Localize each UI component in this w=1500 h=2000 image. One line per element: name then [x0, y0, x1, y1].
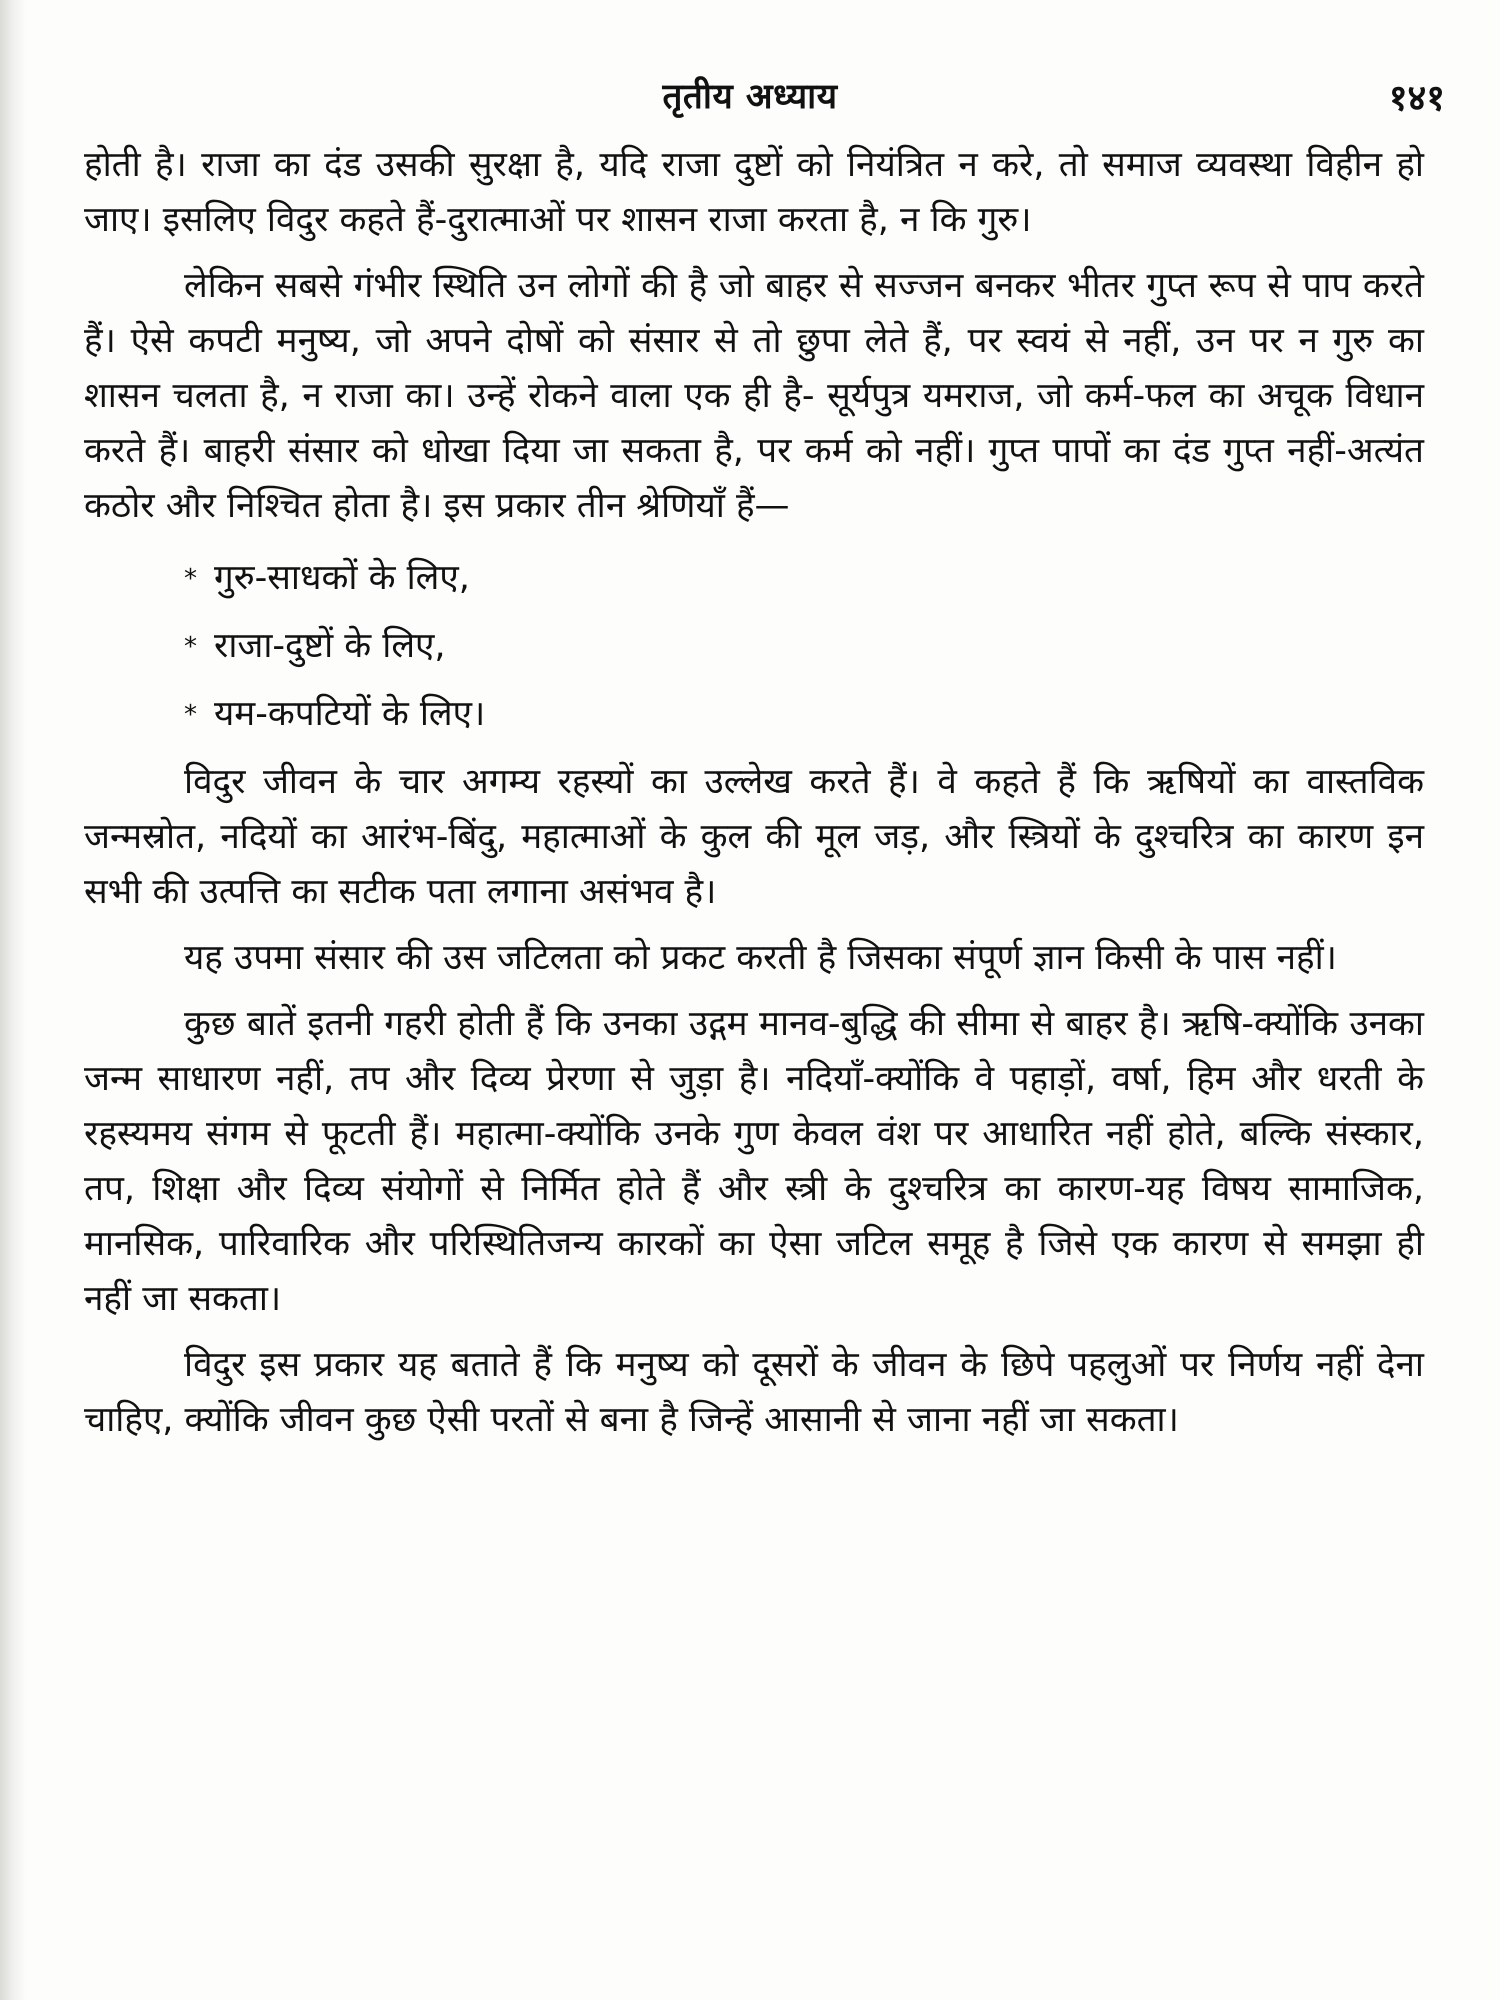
list-item-text: गुरु-साधकों के लिए, — [214, 558, 470, 598]
paragraph: विदुर इस प्रकार यह बताते हैं कि मनुष्य को दूसरों के जीवन के छिपे पहलुओं पर निर्णय नहीं देना चाहिए, क्योंकि जीवन कुछ ऐसी परतों से बना है जिन्हें आसानी से जाना नहीं जा सकता। — [84, 1345, 1424, 1440]
paragraph: होती है। राजा का दंड उसकी सुरक्षा है, यदि राजा दुष्टों को नियंत्रित न करे, तो समाज व्यवस्था विहीन हो जाए। इसलिए विदुर कहते हैं-दुरात्माओं पर शासन राजा करता है, न कि गुरु। — [84, 145, 1424, 240]
paragraph: लेकिन सबसे गंभीर स्थिति उन लोगों की है जो बाहर से सज्जन बनकर भीतर गुप्त रूप से पाप करते हैं। ऐसे कपटी मनुष्य, जो अपने दोषों को संसार से तो छुपा लेते हैं, पर स्वयं से नहीं, उन पर न गुरु का शासन चलता है, न राजा का। उन्हें रोकने वाला एक ही है- सूर्यपुत्र यमराज, जो कर्म-फल का अचूक विधान करते हैं। बाहरी संसार को धोखा दिया जा सकता है, पर कर्म को नहीं। गुप्त पापों का दंड गुप्त नहीं-अत्यंत कठोर और निश्चित होता है। इस प्रकार तीन श्रेणियाँ हैं— — [84, 266, 1424, 526]
chapter-title: तृतीय अध्याय — [662, 77, 838, 117]
asterisk-bullet-icon: * — [184, 632, 197, 662]
list-item-text: राजा-दुष्टों के लिए, — [214, 626, 446, 666]
category-list — [84, 545, 1424, 749]
paragraph: विदुर जीवन के चार अगम्य रहस्यों का उल्लेख करते हैं। वे कहते हैं कि ऋषियों का वास्तविक जन्मस्रोत, नदियों का आरंभ-बिंदु, महात्माओं के कुल की मूल जड़, और स्त्रियों के दुश्चरित्र का कारण इन सभी की उत्पत्ति का सटीक पता लगाना असंभव है। — [84, 762, 1424, 912]
body-text — [84, 138, 1424, 1459]
list-item — [184, 545, 1424, 613]
spine-shadow — [0, 0, 26, 2000]
asterisk-bullet-icon: * — [184, 700, 197, 730]
page-header — [0, 72, 1500, 132]
page-number: १४१ — [1388, 78, 1445, 119]
list-item — [184, 681, 1424, 749]
paragraph: यह उपमा संसार की उस जटिलता को प्रकट करती है जिसका संपूर्ण ज्ञान किसी के पास नहीं। — [184, 938, 1337, 978]
list-item — [184, 613, 1424, 681]
paragraph: कुछ बातें इतनी गहरी होती हैं कि उनका उद्गम मानव-बुद्धि की सीमा से बाहर है। ऋषि-क्योंकि उनका जन्म साधारण नहीं, तप और दिव्य प्रेरणा से जुड़ा है। नदियाँ-क्योंकि वे पहाड़ों, वर्षा, हिम और धरती के रहस्यमय संगम से फूटती हैं। महात्मा-क्योंकि उनके गुण केवल वंश पर आधारित नहीं होते, बल्कि संस्कार, तप, शिक्षा और दिव्य संयोगों से निर्मित होते हैं और स्त्री के दुश्चरित्र का कारण-यह विषय सामाजिक, मानसिक, पारिवारिक और परिस्थितिजन्य कारकों का ऐसा जटिल समूह है जिसे एक कारण से समझा ही नहीं जा सकता। — [84, 1004, 1424, 1319]
list-item-text: यम-कपटियों के लिए। — [214, 694, 486, 734]
asterisk-bullet-icon: * — [184, 564, 197, 594]
